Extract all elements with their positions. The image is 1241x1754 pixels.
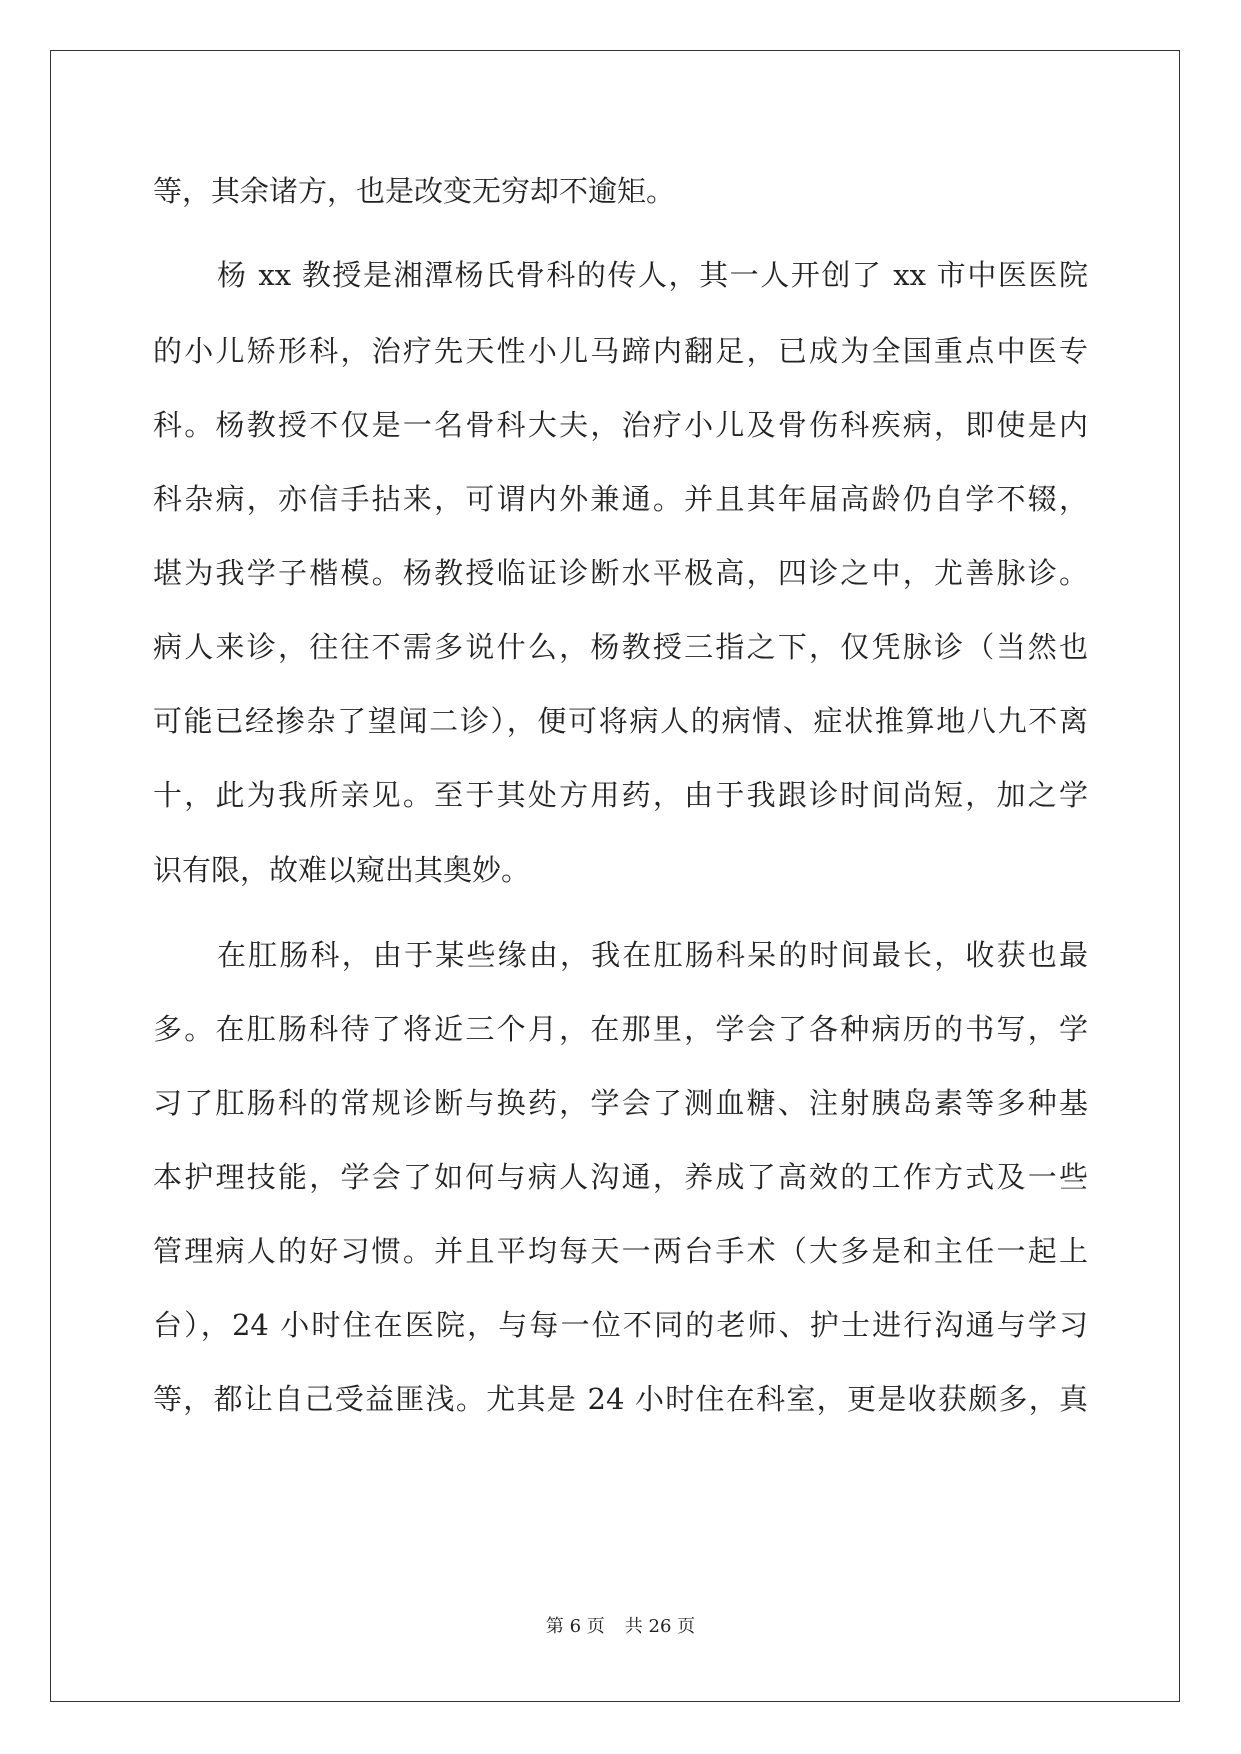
- total-pages: 共 26 页: [624, 1616, 696, 1637]
- text-line: 台），24 小时住在医院，与每一位不同的老师、护士进行沟通与学习: [153, 1308, 1088, 1342]
- page-footer: [0, 1615, 1241, 1639]
- text-line: 可能已经掺杂了望闻二诊），便可将病人的病情、症状推算地八九不离: [153, 704, 1088, 738]
- page-number: 第 6 页: [545, 1616, 605, 1637]
- text-line: 识有限，故难以窥出其奥妙。: [153, 853, 531, 887]
- text-line: 管理病人的好习惯。并且平均每天一两台手术（大多是和主任一起上: [153, 1234, 1088, 1268]
- text-line: 科杂病，亦信手拈来，可谓内外兼通。并且其年届高龄仍自学不辍，: [153, 482, 1088, 516]
- text-line: 等，其余诸方，也是改变无穷却不逾矩。: [153, 174, 676, 208]
- text-line: 科。杨教授不仅是一名骨科大夫，治疗小儿及骨伤科疾病，即使是内: [153, 408, 1088, 442]
- text-line: 的小儿矫形科，治疗先天性小儿马蹄内翻足，已成为全国重点中医专: [153, 334, 1088, 368]
- paragraph-first-line: 杨 xx 教授是湘潭杨氏骨科的传人，其一人开创了 xx 市中医医院: [217, 258, 1088, 292]
- text-line: 等，都让自己受益匪浅。尤其是 24 小时住在科室，更是收获颇多，真: [153, 1382, 1088, 1416]
- text-line: 习了肛肠科的常规诊断与换药，学会了测血糖、注射胰岛素等多种基: [153, 1086, 1088, 1120]
- text-line: 堪为我学子楷模。杨教授临证诊断水平极高，四诊之中，尤善脉诊。: [153, 556, 1088, 590]
- text-line: 本护理技能，学会了如何与病人沟通，养成了高效的工作方式及一些: [153, 1160, 1088, 1194]
- text-line: 病人来诊，往往不需多说什么，杨教授三指之下，仅凭脉诊（当然也: [153, 630, 1088, 664]
- paragraph-first-line: 在肛肠科，由于某些缘由，我在肛肠科呆的时间最长，收获也最: [217, 938, 1088, 972]
- text-line: 多。在肛肠科待了将近三个月，在那里，学会了各种病历的书写，学: [153, 1012, 1088, 1046]
- text-line: 十，此为我所亲见。至于其处方用药，由于我跟诊时间尚短，加之学: [153, 778, 1088, 812]
